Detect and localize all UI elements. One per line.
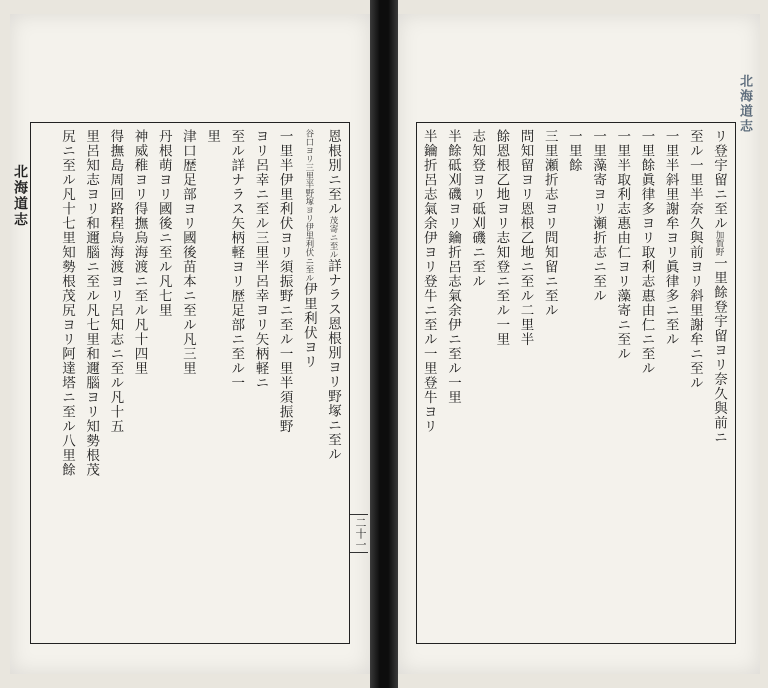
left-text-columns [35,129,345,637]
left-margin-title: 北海道志 [12,164,28,228]
column-tail: 伊里利伏ヨリ [300,282,317,369]
column-main: 里呂知志ヨリ和邇腦ニ至ル凡七里和邇腦ヨリ知勢根茂 [83,129,100,477]
column-tail: 一里登牛ヨリ [420,346,437,434]
column-tail: 一里 [493,317,510,347]
text-column [224,129,248,637]
text-column [513,129,537,637]
column-main: 神威稚ヨリ得撫烏海渡ニ至ル凡十四里 [131,129,148,376]
column-tail: 一里藻寄ヨリ瀬折志ニ至ル [590,129,607,303]
text-column [248,129,272,637]
right-text-frame [416,122,736,644]
column-tail: 二里半 [517,303,534,347]
text-column [79,129,103,637]
text-column [152,129,176,637]
column-main: 志知登ヨリ砥刈磯ニ至ル [469,129,486,289]
text-column [127,129,151,637]
column-main: 至ル [686,129,703,158]
text-column [562,129,586,637]
column-main: 尻ニ至ル凡十七里知勢根茂尻ヨリ阿達塔ニ至ル八里餘 [58,129,75,477]
text-column [55,129,79,637]
text-column [683,129,707,637]
right-text-columns [421,129,731,637]
left-page [10,14,370,674]
column-tail: 一里半取利志惠由仁ヨリ藻寄ニ至ル [614,129,631,361]
column-main: 餘恩根乙地ヨリ志知登ニ至ル [493,129,510,318]
text-column [417,129,441,637]
column-main: 得撫島周回路程 [107,129,124,231]
column-main: 半鑰折呂志氣余伊ヨリ登牛ニ至ル [420,129,437,347]
column-note: 茂寄ニ至ル [328,216,338,259]
right-page [398,14,760,674]
text-column [586,129,610,637]
text-column [465,129,489,637]
column-tail: 歴足部ヨリ國後苗本ニ至ル凡三里 [179,158,196,376]
text-column [272,129,296,637]
column-main: ヨリ呂幸ニ至ル [252,129,269,231]
text-column [297,129,321,637]
text-column [658,129,682,637]
page-number: 二十一 [350,514,368,553]
column-main: 三里瀬折志ヨリ問知留ニ至ル [541,129,558,318]
column-tail: 烏海渡ヨリ呂知志ニ至ル凡十五 [107,230,124,434]
column-tail: 一里半斜里謝牟ヨリ眞律多ニ至ル [662,129,679,347]
text-column [441,129,465,637]
text-column [176,129,200,637]
column-tail: 一里半奈久與前ヨリ斜里謝牟ニ至ル [686,158,703,390]
column-tail: 一里半須振野 [276,346,293,434]
column-tail: 一里餘登宇留ヨリ奈久與前ニ [711,256,727,445]
column-note: 加賀野 [714,230,724,256]
left-text-frame [30,122,350,644]
text-column [707,129,731,637]
text-column [634,129,658,637]
column-main: 恩根別ニ至ル [325,129,341,216]
column-main: 一里餘眞律多ヨリ取利志惠由仁ニ至ル [638,129,655,376]
column-main: 半餘砥刈磯ヨリ鑰折呂志氣余伊ニ至ル [444,129,461,376]
text-column [321,129,345,637]
column-main: 津口 [179,129,196,158]
column-main: 丹根萌ヨリ國後ニ至ル凡七里 [155,129,172,318]
column-main: 問知留ヨリ恩根乙地ニ至ル [517,129,534,303]
column-tail: 三里半呂幸ヨリ矢柄軽ニ [252,230,269,390]
right-margin-title: 北海道志 [737,74,752,134]
text-column [610,129,634,637]
column-tail: 一里 [444,375,461,405]
text-column [538,129,562,637]
column-note: 谷口ヨリ三里半野塚ヨリ伊里利伏ニ至ル [303,129,314,282]
column-tail: 詳ナラス恩根別ヨリ野塚ニ至ル [325,258,341,462]
column-main: 至ル [228,129,245,158]
column-tail: 一里餘 [565,129,582,173]
text-column [200,129,224,637]
book-gutter [370,0,398,688]
column-tail: 詳ナラス矢柄軽ヨリ歴足部ニ至ル一 [228,158,245,390]
column-main: 里 [204,129,221,144]
text-column [103,129,127,637]
column-main: リ登宇留ニ至ル [711,129,727,231]
column-main: 一里半伊里利伏ヨリ須振野ニ至ル [276,129,293,347]
text-column [489,129,513,637]
